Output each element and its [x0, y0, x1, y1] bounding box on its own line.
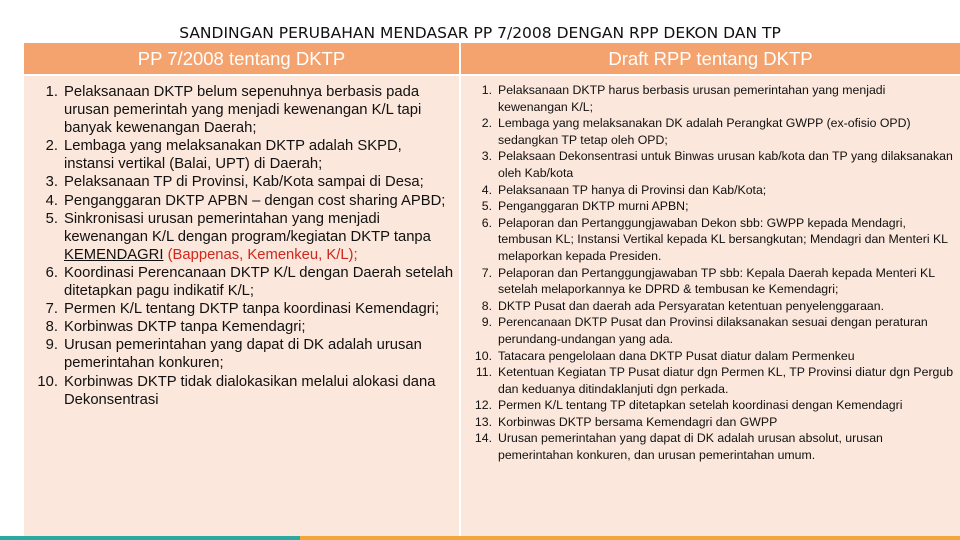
bottom-accent-bar [0, 536, 960, 540]
accent-bar-teal [0, 536, 300, 540]
list-item: 2. Lembaga yang melaksanakan DKTP adalah SKPD, instansi vertikal (Balai, UPT) di Daerah; [45, 138, 402, 173]
underlined-text: KEMENDAGRI [64, 246, 164, 263]
highlighted-text: (Bappenas, Kemenkeu, K/L); [163, 246, 358, 263]
list-item: 2. Lembaga yang melaksanakan DK adalah Perangkat GWPP (ex-ofisio OPD) sedangkan TP tetap oleh OPD; [481, 116, 911, 147]
list-item: 7. Permen K/L tentang DKTP tanpa koordinasi Kemendagri; [45, 301, 440, 318]
list-item: 4. Penganggaran DKTP APBN – dengan cost sharing APBD; [45, 192, 446, 209]
list-item: 3. Pelaksanaan TP di Provinsi, Kab/Kota sampai di Desa; [45, 174, 424, 191]
list-item: 1. Pelaksanaan DKTP belum sepenuhnya berbasis pada urusan pemerintah yang menjadi kewenangan K/L tapi banyak kewenangan Daerah; [45, 84, 422, 137]
list-item: 10. Korbinwas DKTP tidak dialokasikan melalui alokasi dana Dekonsentrasi [37, 373, 436, 408]
list-item: 4. Pelaksanaan TP hanya di Provinsi dan Kab/Kota; [481, 182, 767, 197]
list-item: 6. Pelaporan dan Pertanggungjawaban Dekon sbb: GWPP kepada Mendagri, tembusan KL; Instansi Vertikal kepada KL bersangkutan; Mendagri dan Menteri KL melaporkan kepada Presiden. [481, 215, 948, 263]
left-column-header: PP 7/2008 tentang DKTP [24, 43, 459, 74]
list-item: 11. Ketentuan Kegiatan TP Pusat diatur dgn Permen KL, TP Provinsi diatur dgn Pergub dan keduanya ditindaklanjuti dgn perkada. [475, 365, 954, 396]
item-text: Sinkronisasi urusan pemerintahan yang menjadi kewenangan K/L dengan program/kegiatan DKTP tanpa [64, 210, 431, 245]
accent-bar-orange [300, 536, 960, 540]
list-item: 8. Korbinwas DKTP tanpa Kemendagri; [45, 319, 306, 336]
right-column-header: Draft RPP tentang DKTP [461, 43, 960, 74]
list-item: 6. Koordinasi Perencanaan DKTP K/L dengan Daerah setelah ditetapkan pagu indikatif K/L; [45, 264, 454, 300]
list-item: 7. Pelaporan dan Pertanggungjawaban TP sbb: Kepala Daerah kepada Menteri KL setelah melaporkannya ke DPRD & tembusan ke Kemendagri; [481, 265, 935, 297]
list-item: 9. Urusan pemerintahan yang dapat di DK adalah urusan pemerintahan konkuren; [45, 337, 422, 372]
list-item: 14. Urusan pemerintahan yang dapat di DK adalah urusan absolut, urusan pemerintahan konkuren, dan urusan pemerintahan umum. [474, 431, 883, 463]
list-item: 8. DKTP Pusat dan daerah ada Persyaratan ketentuan penyelenggaraan. [481, 298, 885, 313]
slide-title: SANDINGAN PERUBAHAN MENDASAR PP 7/2008 DENGAN RPP DEKON DAN TP [179, 24, 781, 40]
right-list [465, 82, 955, 464]
left-list [30, 83, 455, 409]
list-item: 3. Pelaksaan Dekonsentrasi untuk Binwas urusan kab/kota dan TP yang dilaksanakan oleh Kab/kota [481, 149, 953, 180]
list-item: 13. Korbinwas DKTP bersama Kemendagri dan GWPP [474, 414, 778, 429]
list-item: 10. Tatacara pengelolaan dana DKTP Pusat diatur dalam Permenkeu [474, 348, 855, 363]
list-item: 9. Perencanaan DKTP Pusat dan Provinsi dilaksanakan sesuai dengan peraturan perundang-undangan yang ada. [481, 315, 928, 346]
right-column-panel [461, 76, 960, 540]
list-item: 1. Pelaksanaan DKTP harus berbasis urusan pemerintahan yang menjadi kewenangan K/L; [481, 83, 886, 114]
list-item: 12. Permen K/L tentang TP ditetapkan setelah koordinasi dengan Kemendagri [474, 398, 903, 413]
left-column-panel [24, 76, 459, 540]
list-item: 5. Sinkronisasi urusan pemerintahan yang menjadi kewenangan K/L dengan program/kegiatan DKTP tanpa KEMENDAGRI (Bappenas, Kemenkeu, K/L); [45, 210, 431, 263]
list-item: 5. Penganggaran DKTP murni APBN; [481, 199, 689, 214]
